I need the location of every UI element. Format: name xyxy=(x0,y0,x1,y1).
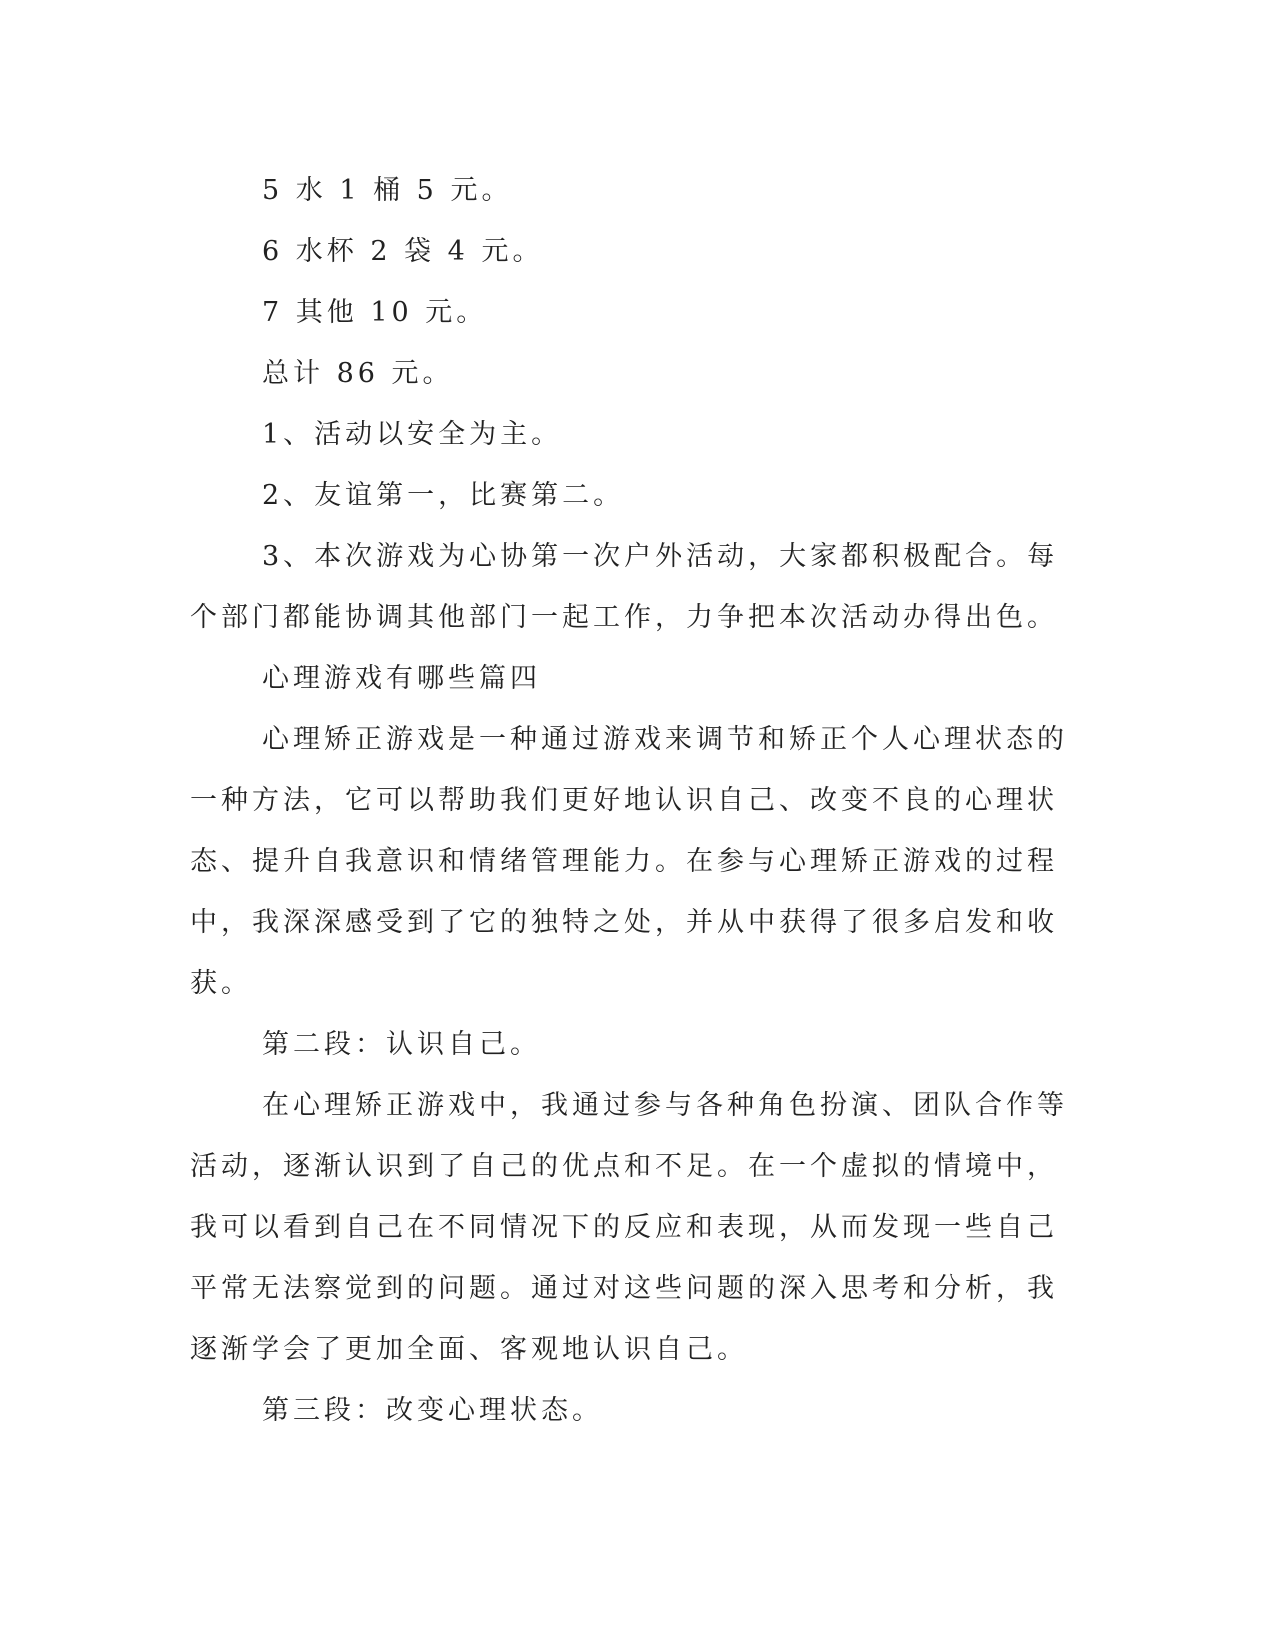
body-paragraph: 心理矫正游戏是一种通过游戏来调节和矫正个人心理状态的一种方法，它可以帮助我们更好地认识自己、改变不良的心理状态、提升自我意识和情绪管理能力。在参与心理矫正游戏的过程中，我深深感受到了它的独特之处，并从中获得了很多启发和收获。 xyxy=(190,724,1068,999)
expense-total: 总计 86 元。 xyxy=(262,358,454,389)
expense-item-cups: 6 水杯 2 袋 4 元。 xyxy=(262,236,544,267)
rule-item-3: 3、本次游戏为心协第一次户外活动，大家都积极配合。每个部门都能协调其他部门一起工作，力争把本次活动办得出色。 xyxy=(190,541,1059,633)
body-paragraph: 在心理矫正游戏中，我通过参与各种角色扮演、团队合作等活动，逐渐认识到了自己的优点和不足。在一个虚拟的情境中，我可以看到自己在不同情况下的反应和表现，从而发现一些自己平常无法察觉到的问题。通过对这些问题的深入思考和分析，我逐渐学会了更加全面、客观地认识自己。 xyxy=(190,1090,1068,1365)
section-heading: 心理游戏有哪些篇四 xyxy=(262,663,541,694)
document-body xyxy=(190,160,1070,1441)
expense-item-other: 7 其他 10 元。 xyxy=(262,297,488,328)
rule-item-2: 2、友谊第一，比赛第二。 xyxy=(262,480,625,511)
section-heading: 第三段：改变心理状态。 xyxy=(262,1395,603,1426)
section-heading: 第二段：认识自己。 xyxy=(262,1029,541,1060)
rule-item-1: 1、活动以安全为主。 xyxy=(262,419,563,450)
expense-item-water: 5 水 1 桶 5 元。 xyxy=(262,175,513,206)
